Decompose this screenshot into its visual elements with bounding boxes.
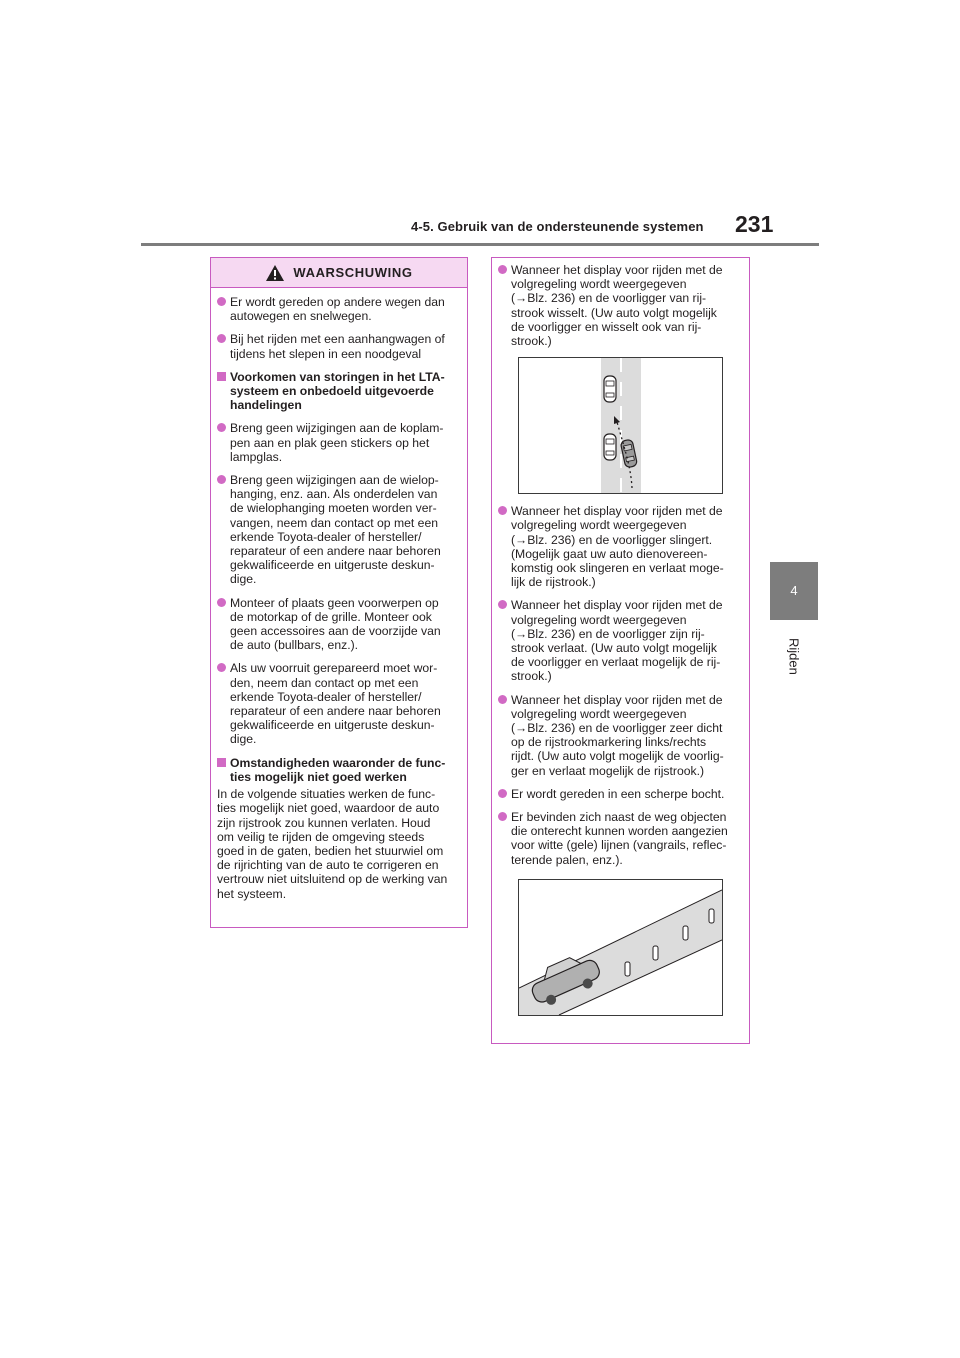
roadside-posts-illustration — [518, 879, 723, 1016]
warning-title: WAARSCHUWING — [293, 265, 413, 280]
warning-body — [211, 288, 467, 901]
warning-item — [217, 473, 461, 587]
conditions-box — [491, 257, 750, 1044]
condition-item — [498, 810, 743, 867]
bullet-dot-icon — [217, 295, 230, 308]
warning-box — [210, 257, 468, 928]
bullet-dot-icon — [498, 263, 511, 276]
condition-item-text: Er bevinden zich naast de weg objecten die onterecht kunnen worden aangezien voor witte (gele) lijnen (vangrails, reflec- terende palen, enz.). — [511, 810, 728, 867]
condition-item — [498, 693, 743, 778]
bullet-dot-icon — [217, 661, 230, 674]
warning-subheading-text: Omstandigheden waaronder de func- ties mogelijk niet goed werken — [230, 755, 446, 784]
condition-item-text: Wanneer het display voor rijden met de volgregeling wordt weergegeven (→Blz. 236) en de voorligger slingert. (Mogelijk gaat uw auto dienovereen- komstig ook slingeren en verlaat moge- lijk de rijstrook.) — [511, 504, 724, 590]
bullet-dot-icon — [498, 598, 511, 611]
warning-item-text: Breng geen wijzigingen aan de koplam- pen aan en plak geen stickers op het lampglas. — [230, 421, 444, 464]
bullet-dot-icon — [498, 787, 511, 800]
bullet-dot-icon — [217, 473, 230, 486]
warning-triangle-icon — [265, 264, 285, 282]
condition-item — [498, 787, 743, 801]
warning-subheading-text: Voorkomen van storingen in het LTA- systeem en onbedoeld uitgevoerde handelingen — [230, 369, 445, 413]
warning-item — [217, 421, 461, 464]
condition-item-text: Wanneer het display voor rijden met de volgregeling wordt weergegeven (→Blz. 236) en de voorligger van rij- strook wisselt. (Uw auto volgt mogelijk de voorligger en wisselt ook van rij- strook.) — [511, 263, 723, 349]
condition-item-text: Wanneer het display voor rijden met de volgregeling wordt weergegeven (→Blz. 236) en de voorligger zeer dicht op de rijstrookmarkering links/rechts rijdt. (Uw auto volgt mogelijk de voorlig- ger en verlaat mogelijk de rijstrook.) — [511, 692, 724, 778]
warning-header — [211, 258, 467, 288]
bullet-dot-icon — [217, 421, 230, 434]
conditions-body — [492, 258, 749, 1016]
warning-item — [217, 295, 461, 323]
warning-item-text: Bij het rijden met een aanhangwagen of tijdens het slepen in een noodgeval — [230, 332, 445, 361]
warning-item — [217, 596, 461, 653]
chapter-name: Rijden — [786, 637, 802, 675]
chapter-tab[interactable]: 4 — [770, 562, 818, 620]
bullet-dot-icon — [217, 332, 230, 345]
header-divider — [141, 243, 819, 246]
warning-subheading — [217, 756, 461, 784]
section-title: 4-5. Gebruik van de ondersteunende systemen — [411, 219, 704, 234]
bullet-dot-icon — [217, 596, 230, 609]
warning-item — [217, 332, 461, 360]
bullet-square-icon — [217, 370, 230, 383]
warning-item-text: Er wordt gereden op andere wegen dan autowegen en snelwegen. — [230, 295, 445, 324]
bullet-dot-icon — [498, 504, 511, 517]
condition-item-text: Wanneer het display voor rijden met de volgregeling wordt weergegeven (→Blz. 236) en de voorligger zijn rij- strook verlaat. (Uw auto volgt mogelijk de voorligger en verlaat mogelijk de rij- strook.) — [511, 598, 723, 684]
bullet-square-icon — [217, 756, 230, 769]
condition-item — [498, 598, 743, 683]
warning-item-text: Monteer of plaats geen voorwerpen op de motorkap of de grille. Monteer ook geen accessoires aan de voorzijde van de auto (bullbars, enz.). — [230, 595, 441, 653]
warning-paragraph: In de volgende situaties werken de func- ties mogelijk niet goed, waardoor de auto zijn rijstrook zou kunnen verlaten. Houd om veilig te rijden de omgeving steeds goed in de gaten, bedien het stuurwiel om de rijrichting van de auto te corrigeren en vertrouw niet uitsluitend op de werking van het systeem. — [217, 787, 448, 901]
warning-item-text: Als uw voorruit gerepareerd moet wor- den, neem dan contact op met een erkende Toyota-dealer of hersteller/ reparateur of een andere naar behoren gekwalificeerde en uitgeruste deskun- dige. — [230, 661, 441, 747]
bullet-dot-icon — [498, 810, 511, 823]
lane-change-illustration — [518, 357, 723, 494]
condition-item — [498, 504, 743, 589]
warning-item-text: Breng geen wijzigingen aan de wielop- hanging, enz. aan. Als onderdelen van de wielophanging moeten worden ver- vangen, neem dan contact op met een erkende Toyota-dealer of hersteller/ reparateur of een andere naar behoren gekwalificeerde en uitgeruste deskun- dige. — [230, 473, 441, 587]
warning-subheading — [217, 370, 461, 413]
page-number: 231 — [735, 211, 774, 237]
condition-item — [498, 263, 743, 348]
condition-item-text: Er wordt gereden in een scherpe bocht. — [511, 786, 725, 801]
warning-item — [217, 661, 461, 746]
bullet-dot-icon — [498, 693, 511, 706]
